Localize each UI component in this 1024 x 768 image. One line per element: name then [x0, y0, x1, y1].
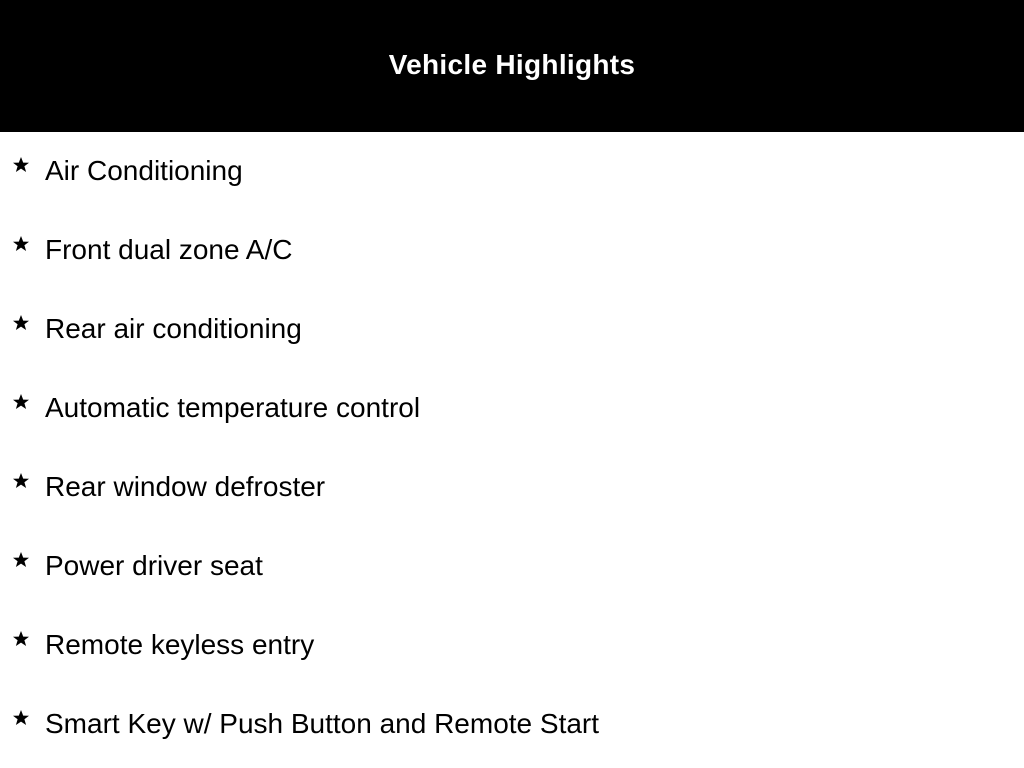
list-item-label: Automatic temperature control	[45, 392, 421, 423]
list-item-label: Remote keyless entry	[45, 629, 315, 660]
list-item-label: Air Conditioning	[45, 155, 243, 186]
star-icon	[11, 550, 31, 570]
list-item	[0, 629, 1024, 708]
list-item-label: Smart Key w/ Push Button and Remote Start	[45, 708, 600, 739]
star-icon	[11, 234, 31, 254]
list-item	[0, 234, 1024, 313]
star-icon	[11, 392, 31, 412]
list-item-label: Rear air conditioning	[45, 313, 302, 344]
list-item-label: Rear window defroster	[45, 471, 326, 502]
list-item-label: Power driver seat	[45, 550, 263, 581]
list-item	[0, 155, 1024, 234]
list-item	[0, 392, 1024, 471]
star-icon	[11, 471, 31, 491]
star-icon	[11, 629, 31, 649]
header-bar	[0, 0, 1024, 132]
list-item	[0, 471, 1024, 550]
star-icon	[11, 313, 31, 333]
list-item	[0, 708, 1024, 768]
page-title: Vehicle Highlights	[388, 49, 636, 80]
list-item-label: Front dual zone A/C	[45, 234, 293, 265]
list-item	[0, 550, 1024, 629]
star-icon	[11, 708, 31, 728]
list-item	[0, 313, 1024, 392]
star-icon	[11, 155, 31, 175]
highlights-list	[0, 155, 1024, 768]
